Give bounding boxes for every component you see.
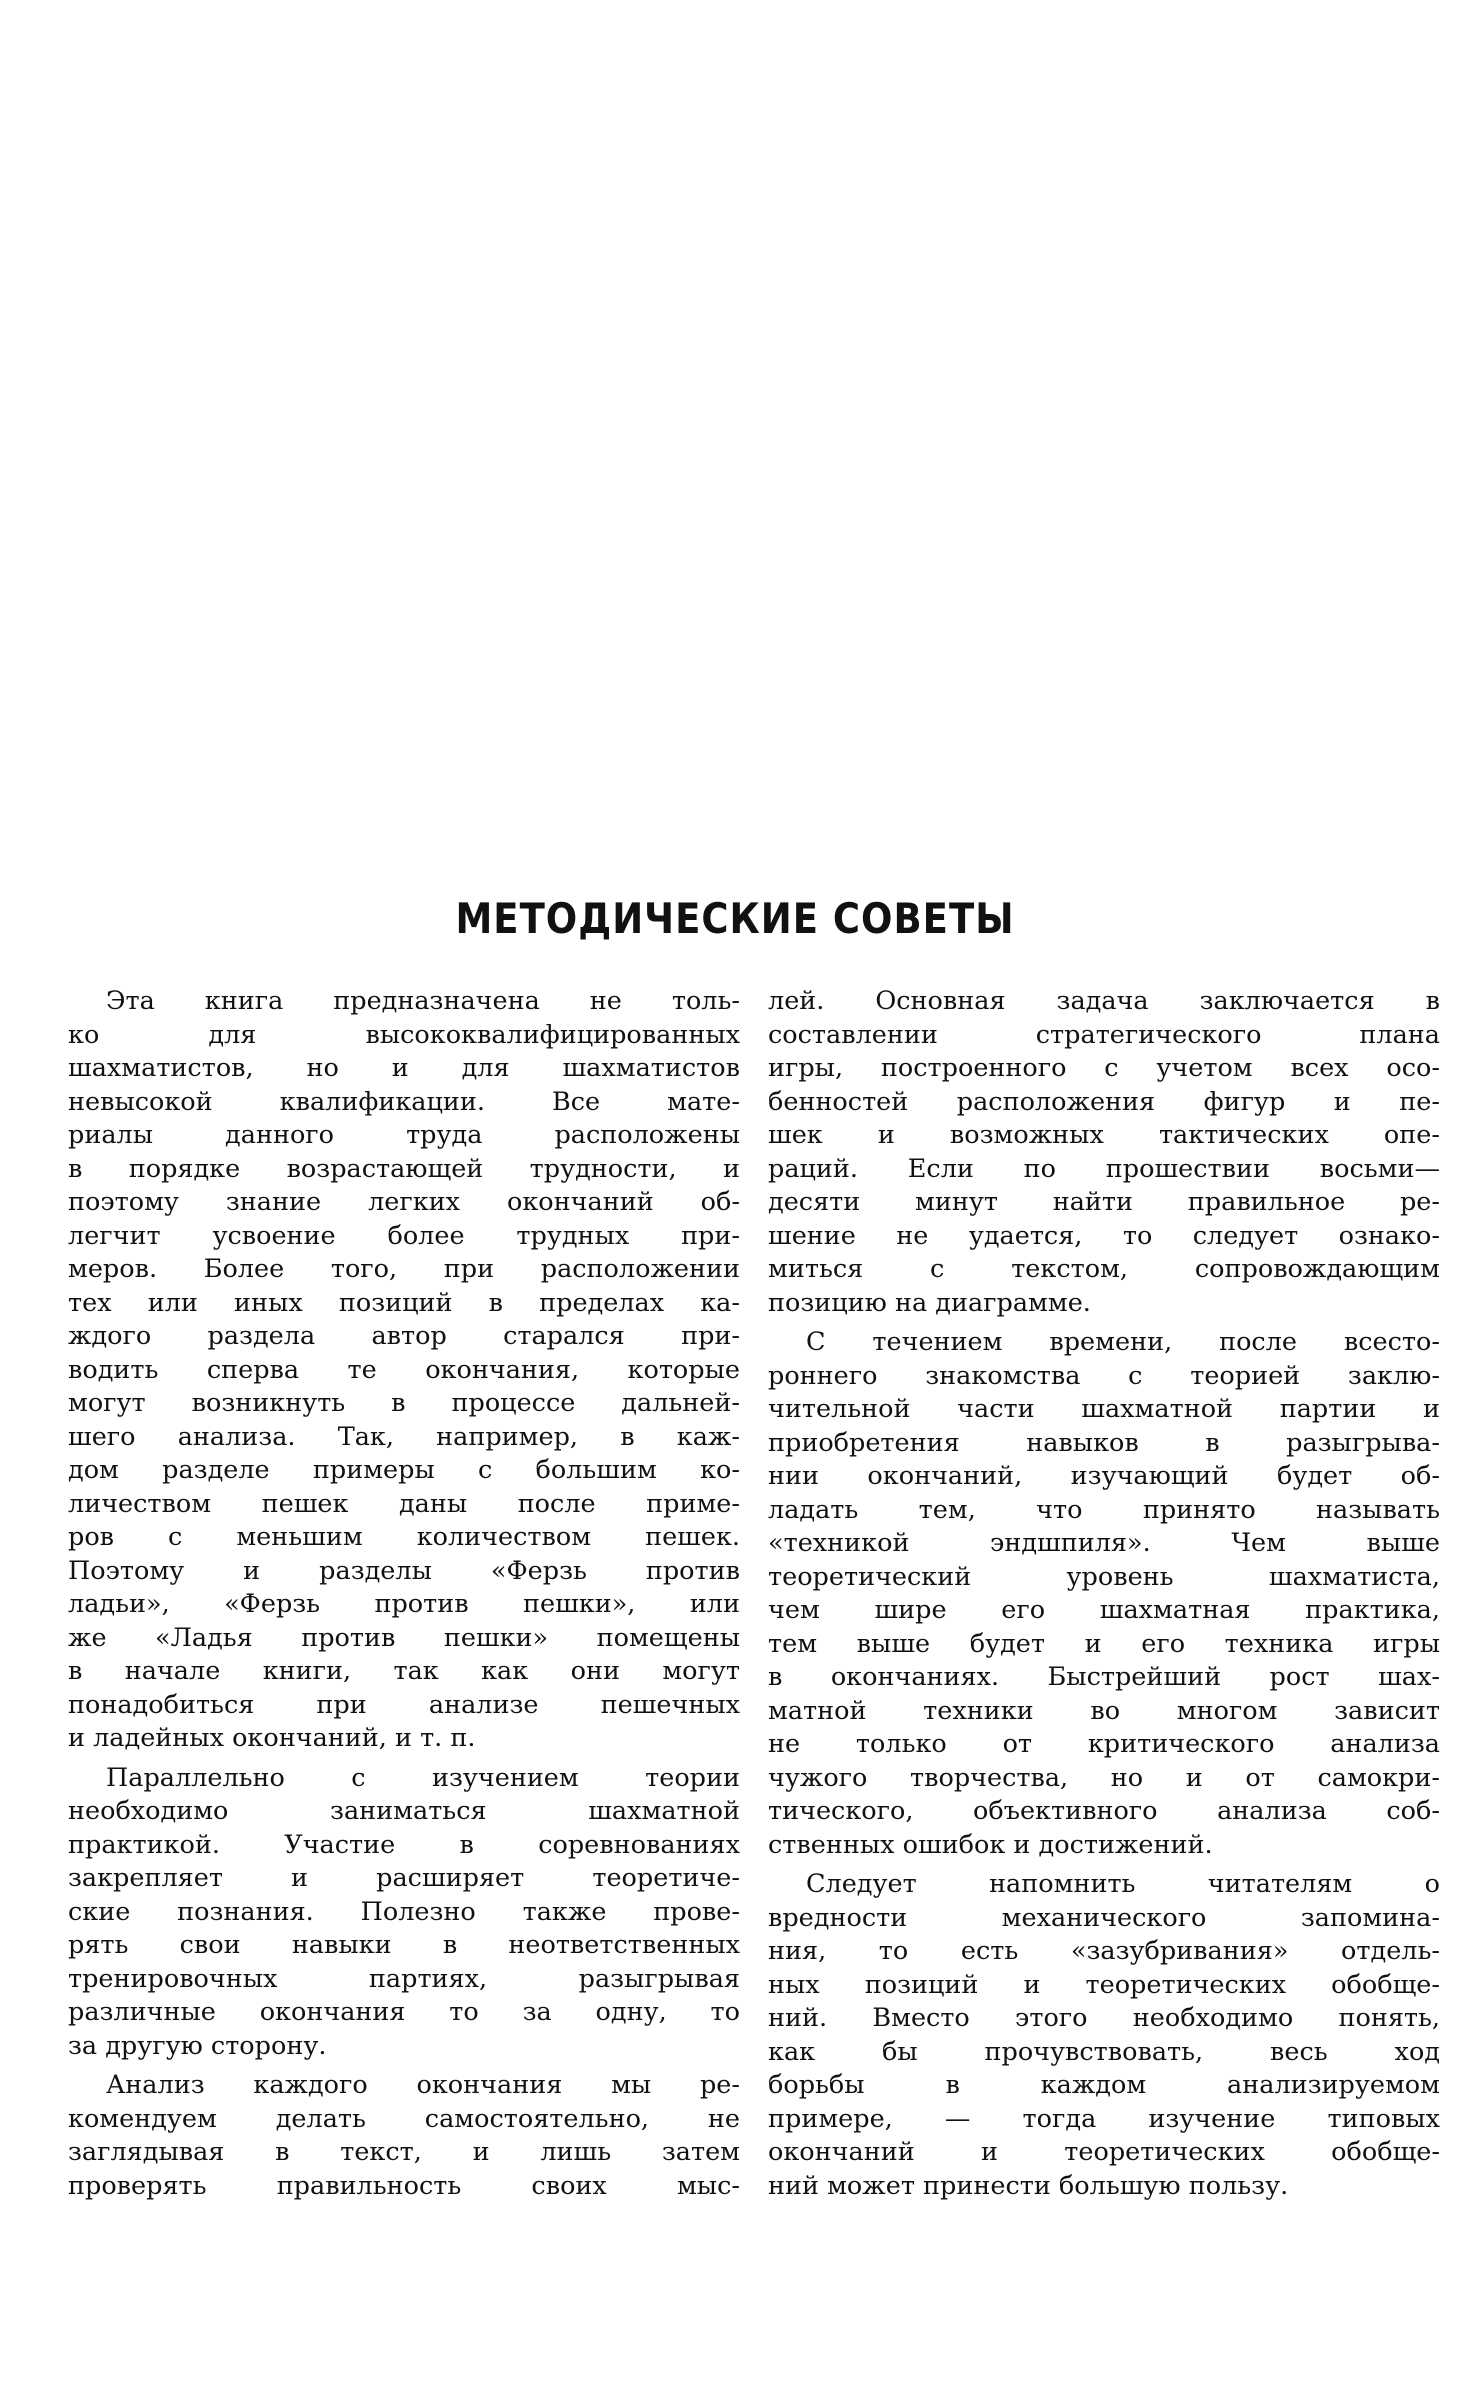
page-title: МЕТОДИЧЕСКИЕ СОВЕТЫ: [455, 895, 1015, 944]
text-line: ных позиций и теоретических обобще-: [768, 1969, 1440, 2000]
text-line: практикой. Участие в соревнованиях: [68, 1829, 740, 1860]
text-line: миться с текстом, сопровождающим: [768, 1254, 1440, 1284]
text-line: десяти минут найти правильное ре-: [768, 1187, 1440, 1217]
text-line: понадобиться при анализе пешечных: [68, 1689, 740, 1720]
text-line: проверять правильность своих мыс-: [68, 2170, 740, 2201]
text-line: ний может принести большую пользу.: [768, 2170, 1289, 2201]
text-line: ладать тем, что принято называть: [768, 1494, 1440, 1525]
text-line: личеством пешек даны после приме-: [68, 1488, 740, 1519]
text-line: Поэтому и разделы «Ферзь против: [68, 1555, 740, 1586]
text-line: ний. Вместо этого необходимо понять,: [768, 2003, 1440, 2033]
text-line: чужого творчества, но и от самокри-: [768, 1762, 1440, 1793]
text-line: Параллельно с изучением теории: [106, 1762, 740, 1793]
text-line: тем выше будет и его техника игры: [768, 1628, 1440, 1659]
right-text-column: [768, 985, 1440, 2203]
text-line: ственных ошибок и достижений.: [768, 1829, 1213, 1860]
text-line: легчит усвоение более трудных при-: [68, 1220, 740, 1251]
text-line: дом разделе примеры с большим ко-: [68, 1455, 740, 1485]
text-line: различные окончания то за одну, то: [68, 1997, 740, 2027]
text-line: тического, объективного анализа соб-: [768, 1796, 1440, 1826]
text-line: борьбы в каждом анализируемом: [768, 2070, 1440, 2100]
text-line: комендуем делать самостоятельно, не: [68, 2103, 740, 2134]
text-line: ко для высококвалифицированных: [68, 1019, 740, 1050]
text-line: в начале книги, так как они могут: [68, 1656, 740, 1686]
text-line: же «Ладья против пешки» помещены: [68, 1622, 740, 1653]
text-line: шахматистов, но и для шахматистов: [68, 1053, 740, 1083]
text-line: тренировочных партиях, разыгрывая: [68, 1963, 740, 1994]
text-line: не только от критического анализа: [768, 1729, 1440, 1759]
text-line: ров с меньшим количеством пешек.: [68, 1522, 740, 1552]
text-line: рять свои навыки в неответственных: [68, 1930, 740, 1960]
text-line: и ладейных окончаний, и т. п.: [68, 1723, 476, 1753]
text-line: чем шире его шахматная практика,: [768, 1595, 1440, 1625]
text-line: в окончаниях. Быстрейший рост шах-: [768, 1662, 1440, 1692]
text-line: ладьи», «Ферзь против пешки», или: [68, 1589, 740, 1619]
text-line: невысокой квалификации. Все мате-: [68, 1086, 740, 1117]
text-line: ния, то есть «зазубривания» отдель-: [768, 1936, 1440, 1966]
text-line: ские познания. Полезно также прове-: [68, 1896, 740, 1927]
text-line: теоретический уровень шахматиста,: [768, 1561, 1440, 1592]
text-line: закрепляет и расширяет теоретиче-: [68, 1863, 740, 1893]
text-line: риалы данного труда расположены: [68, 1120, 740, 1150]
text-line: матной техники во многом зависит: [768, 1695, 1440, 1726]
text-line: Следует напомнить читателям о: [806, 1869, 1440, 1899]
text-line: чительной части шахматной партии и: [768, 1394, 1440, 1424]
text-line: как бы прочувствовать, весь ход: [768, 2036, 1440, 2067]
text-line: заглядывая в текст, и лишь затем: [68, 2137, 740, 2167]
text-line: бенностей расположения фигур и пе-: [768, 1086, 1440, 1117]
text-line: вредности механического запомина-: [768, 1902, 1440, 1933]
text-line: шение не удается, то следует ознако-: [768, 1220, 1440, 1251]
text-line: «техникой эндшпиля». Чем выше: [768, 1528, 1440, 1558]
text-line: необходимо заниматься шахматной: [68, 1796, 740, 1826]
text-line: в порядке возрастающей трудности, и: [68, 1153, 740, 1184]
text-line: игры, построенного с учетом всех осо-: [768, 1053, 1440, 1083]
text-line: С течением времени, после всесто-: [806, 1327, 1440, 1357]
text-line: нии окончаний, изучающий будет об-: [768, 1461, 1440, 1491]
text-line: окончаний и теоретических обобще-: [768, 2137, 1440, 2167]
text-line: меров. Более того, при расположении: [68, 1254, 740, 1284]
text-line: составлении стратегического плана: [768, 1019, 1440, 1050]
text-line: поэтому знание легких окончаний об-: [68, 1187, 740, 1217]
text-line: могут возникнуть в процессе дальней-: [68, 1388, 740, 1418]
text-line: шего анализа. Так, например, в каж-: [68, 1421, 740, 1452]
text-line: за другую сторону.: [68, 2030, 327, 2061]
text-line: раций. Если по прошествии восьми—: [768, 1153, 1440, 1184]
text-line: примере, — тогда изучение типовых: [768, 2103, 1440, 2134]
text-line: ждого раздела автор старался при-: [68, 1321, 740, 1351]
text-line: Эта книга предназначена не толь-: [106, 986, 740, 1016]
text-line: приобретения навыков в разыгрыва-: [768, 1427, 1440, 1458]
text-line: позицию на диаграмме.: [768, 1287, 1091, 1318]
text-line: шек и возможных тактических опе-: [768, 1120, 1440, 1150]
text-line: водить сперва те окончания, которые: [68, 1354, 740, 1385]
text-line: роннего знакомства с теорией заклю-: [768, 1360, 1440, 1391]
left-text-column: [68, 985, 740, 2203]
text-line: лей. Основная задача заключается в: [768, 986, 1440, 1016]
text-line: тех или иных позиций в пределах ка-: [68, 1287, 740, 1318]
text-line: Анализ каждого окончания мы ре-: [106, 2070, 740, 2100]
